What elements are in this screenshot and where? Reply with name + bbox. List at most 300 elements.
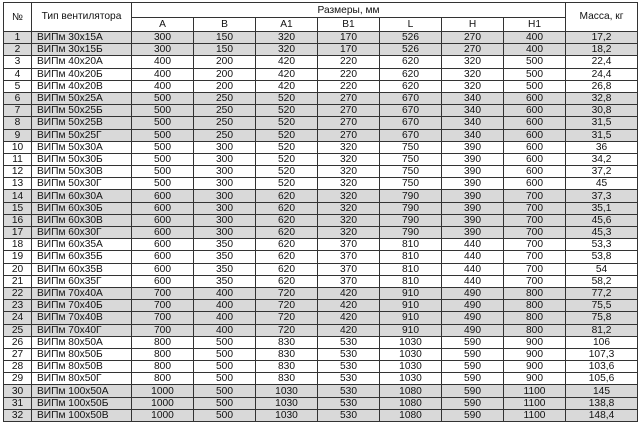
cell-a1: 830 (256, 336, 318, 348)
cell-number: 18 (4, 239, 32, 251)
table-row (4, 385, 638, 397)
table-row (4, 32, 638, 44)
cell-fan-type: ВИПм 50х30Б (32, 153, 132, 165)
cell-a: 600 (132, 251, 194, 263)
cell-mass: 53,3 (566, 239, 638, 251)
table-row (4, 397, 638, 409)
cell-b1: 530 (318, 397, 380, 409)
cell-h1: 800 (504, 300, 566, 312)
cell-h: 340 (442, 92, 504, 104)
table-row (4, 68, 638, 80)
cell-a: 600 (132, 275, 194, 287)
cell-a: 500 (132, 178, 194, 190)
cell-mass: 81,2 (566, 324, 638, 336)
cell-l: 670 (380, 129, 442, 141)
cell-l: 750 (380, 166, 442, 178)
cell-a1: 520 (256, 129, 318, 141)
cell-a1: 720 (256, 300, 318, 312)
cell-a1: 320 (256, 44, 318, 56)
cell-b1: 320 (318, 141, 380, 153)
cell-h1: 700 (504, 227, 566, 239)
cell-b1: 270 (318, 117, 380, 129)
table-row (4, 239, 638, 251)
cell-h1: 400 (504, 32, 566, 44)
cell-b: 400 (194, 300, 256, 312)
table-row (4, 361, 638, 373)
cell-h: 590 (442, 348, 504, 360)
cell-fan-type: ВИПм 100х50В (32, 409, 132, 421)
cell-h: 390 (442, 202, 504, 214)
cell-b1: 270 (318, 105, 380, 117)
cell-fan-type: ВИПм 30х15А (32, 32, 132, 44)
cell-b: 350 (194, 251, 256, 263)
cell-h1: 700 (504, 239, 566, 251)
table-row (4, 80, 638, 92)
cell-number: 8 (4, 117, 32, 129)
cell-b: 500 (194, 336, 256, 348)
cell-mass: 53,8 (566, 251, 638, 263)
table-row (4, 227, 638, 239)
cell-h1: 600 (504, 92, 566, 104)
cell-a: 600 (132, 263, 194, 275)
cell-l: 670 (380, 92, 442, 104)
header-sizes: Размеры, мм (132, 3, 566, 18)
cell-mass: 31,5 (566, 117, 638, 129)
cell-a: 600 (132, 202, 194, 214)
cell-fan-type: ВИПм 50х25Г (32, 129, 132, 141)
cell-mass: 45,6 (566, 214, 638, 226)
cell-fan-type: ВИПм 80х50В (32, 361, 132, 373)
cell-b1: 370 (318, 239, 380, 251)
cell-fan-type: ВИПм 60х35А (32, 239, 132, 251)
cell-mass: 17,2 (566, 32, 638, 44)
cell-a: 500 (132, 105, 194, 117)
cell-h: 390 (442, 190, 504, 202)
cell-h: 340 (442, 117, 504, 129)
cell-a: 800 (132, 348, 194, 360)
cell-a: 400 (132, 56, 194, 68)
cell-b1: 320 (318, 227, 380, 239)
cell-h1: 500 (504, 68, 566, 80)
cell-b: 150 (194, 32, 256, 44)
cell-fan-type: ВИПм 60х30А (32, 190, 132, 202)
cell-l: 670 (380, 117, 442, 129)
cell-h1: 700 (504, 214, 566, 226)
cell-a: 600 (132, 239, 194, 251)
cell-h1: 900 (504, 361, 566, 373)
cell-mass: 58,2 (566, 275, 638, 287)
cell-b: 350 (194, 263, 256, 275)
cell-b1: 370 (318, 263, 380, 275)
cell-h: 270 (442, 32, 504, 44)
cell-b: 200 (194, 68, 256, 80)
cell-b1: 530 (318, 336, 380, 348)
cell-a: 500 (132, 141, 194, 153)
cell-b1: 530 (318, 361, 380, 373)
cell-b1: 420 (318, 287, 380, 299)
cell-mass: 32,8 (566, 92, 638, 104)
cell-a1: 720 (256, 324, 318, 336)
cell-number: 11 (4, 153, 32, 165)
cell-a: 800 (132, 361, 194, 373)
cell-mass: 148,4 (566, 409, 638, 421)
table-row (4, 92, 638, 104)
cell-b: 300 (194, 141, 256, 153)
cell-fan-type: ВИПм 40х20Б (32, 68, 132, 80)
cell-number: 31 (4, 397, 32, 409)
cell-number: 26 (4, 336, 32, 348)
cell-h1: 600 (504, 141, 566, 153)
cell-b1: 220 (318, 80, 380, 92)
cell-fan-type: ВИПм 50х25Б (32, 105, 132, 117)
header-b: B (194, 18, 256, 32)
table-row (4, 287, 638, 299)
cell-a1: 320 (256, 32, 318, 44)
cell-fan-type: ВИПм 50х25А (32, 92, 132, 104)
cell-a1: 520 (256, 166, 318, 178)
cell-h1: 700 (504, 251, 566, 263)
cell-number: 7 (4, 105, 32, 117)
cell-h1: 600 (504, 153, 566, 165)
cell-b1: 420 (318, 300, 380, 312)
cell-number: 21 (4, 275, 32, 287)
cell-h: 390 (442, 166, 504, 178)
cell-a1: 720 (256, 287, 318, 299)
cell-b1: 270 (318, 129, 380, 141)
cell-a: 500 (132, 166, 194, 178)
table-row (4, 178, 638, 190)
header-number: № (4, 3, 32, 32)
cell-a1: 620 (256, 190, 318, 202)
cell-h1: 700 (504, 263, 566, 275)
cell-number: 15 (4, 202, 32, 214)
cell-a1: 830 (256, 348, 318, 360)
cell-h: 320 (442, 56, 504, 68)
cell-a1: 620 (256, 202, 318, 214)
cell-b: 300 (194, 153, 256, 165)
header-l: L (380, 18, 442, 32)
cell-mass: 35,1 (566, 202, 638, 214)
table-row (4, 105, 638, 117)
cell-number: 27 (4, 348, 32, 360)
cell-l: 1030 (380, 373, 442, 385)
cell-b: 500 (194, 348, 256, 360)
cell-h: 390 (442, 178, 504, 190)
cell-h: 340 (442, 129, 504, 141)
cell-a1: 520 (256, 153, 318, 165)
cell-h: 490 (442, 300, 504, 312)
cell-l: 810 (380, 263, 442, 275)
cell-h1: 900 (504, 348, 566, 360)
cell-mass: 37,2 (566, 166, 638, 178)
cell-b1: 170 (318, 44, 380, 56)
cell-l: 526 (380, 32, 442, 44)
cell-mass: 77,2 (566, 287, 638, 299)
cell-a1: 1030 (256, 397, 318, 409)
cell-h: 440 (442, 263, 504, 275)
table-row (4, 141, 638, 153)
table-row (4, 117, 638, 129)
cell-a1: 520 (256, 105, 318, 117)
cell-number: 19 (4, 251, 32, 263)
cell-number: 23 (4, 300, 32, 312)
cell-mass: 45,3 (566, 227, 638, 239)
cell-l: 1030 (380, 361, 442, 373)
cell-fan-type: ВИПм 60х30Б (32, 202, 132, 214)
table-row (4, 373, 638, 385)
cell-b: 400 (194, 324, 256, 336)
header-h: H (442, 18, 504, 32)
cell-h1: 900 (504, 373, 566, 385)
cell-mass: 138,8 (566, 397, 638, 409)
cell-a1: 520 (256, 117, 318, 129)
cell-l: 750 (380, 141, 442, 153)
cell-number: 1 (4, 32, 32, 44)
cell-mass: 31,5 (566, 129, 638, 141)
cell-h: 590 (442, 409, 504, 421)
cell-fan-type: ВИПм 70х40Б (32, 300, 132, 312)
cell-b1: 270 (318, 92, 380, 104)
cell-fan-type: ВИПм 50х30Г (32, 178, 132, 190)
cell-b: 500 (194, 397, 256, 409)
cell-fan-type: ВИПм 60х35Б (32, 251, 132, 263)
table-row (4, 409, 638, 421)
cell-h1: 1100 (504, 409, 566, 421)
cell-b: 500 (194, 385, 256, 397)
cell-h: 440 (442, 275, 504, 287)
cell-h: 390 (442, 141, 504, 153)
cell-l: 810 (380, 239, 442, 251)
cell-b: 150 (194, 44, 256, 56)
cell-a: 600 (132, 190, 194, 202)
cell-fan-type: ВИПм 70х40В (32, 312, 132, 324)
cell-b: 250 (194, 105, 256, 117)
cell-number: 22 (4, 287, 32, 299)
cell-l: 910 (380, 287, 442, 299)
cell-number: 32 (4, 409, 32, 421)
cell-number: 24 (4, 312, 32, 324)
cell-fan-type: ВИПм 80х50А (32, 336, 132, 348)
table-row (4, 336, 638, 348)
cell-h1: 900 (504, 336, 566, 348)
cell-h1: 700 (504, 275, 566, 287)
cell-number: 2 (4, 44, 32, 56)
cell-a1: 620 (256, 251, 318, 263)
cell-a1: 720 (256, 312, 318, 324)
fan-dimensions-table (3, 2, 638, 422)
table-row (4, 202, 638, 214)
cell-fan-type: ВИПм 80х50Г (32, 373, 132, 385)
cell-b: 500 (194, 361, 256, 373)
cell-l: 750 (380, 178, 442, 190)
cell-l: 810 (380, 275, 442, 287)
cell-mass: 18,2 (566, 44, 638, 56)
cell-a: 1000 (132, 409, 194, 421)
cell-b1: 320 (318, 202, 380, 214)
cell-mass: 45 (566, 178, 638, 190)
cell-l: 1080 (380, 409, 442, 421)
cell-l: 790 (380, 227, 442, 239)
cell-l: 790 (380, 202, 442, 214)
cell-a: 300 (132, 44, 194, 56)
cell-fan-type: ВИПм 60х35В (32, 263, 132, 275)
cell-b1: 420 (318, 324, 380, 336)
cell-h1: 700 (504, 202, 566, 214)
table-row (4, 263, 638, 275)
cell-mass: 145 (566, 385, 638, 397)
cell-number: 16 (4, 214, 32, 226)
cell-h: 490 (442, 324, 504, 336)
cell-number: 17 (4, 227, 32, 239)
cell-h: 320 (442, 80, 504, 92)
cell-b: 300 (194, 190, 256, 202)
cell-l: 1030 (380, 348, 442, 360)
cell-a: 600 (132, 214, 194, 226)
cell-a: 700 (132, 312, 194, 324)
cell-h1: 1100 (504, 385, 566, 397)
cell-fan-type: ВИПм 50х30А (32, 141, 132, 153)
cell-a: 700 (132, 300, 194, 312)
cell-number: 28 (4, 361, 32, 373)
cell-h1: 700 (504, 190, 566, 202)
cell-b1: 320 (318, 190, 380, 202)
cell-l: 670 (380, 105, 442, 117)
cell-fan-type: ВИПм 60х30В (32, 214, 132, 226)
cell-b1: 370 (318, 251, 380, 263)
cell-h1: 800 (504, 324, 566, 336)
cell-h1: 400 (504, 44, 566, 56)
cell-l: 620 (380, 80, 442, 92)
cell-l: 910 (380, 312, 442, 324)
cell-l: 1080 (380, 397, 442, 409)
cell-mass: 37,3 (566, 190, 638, 202)
cell-l: 620 (380, 56, 442, 68)
cell-b1: 220 (318, 68, 380, 80)
cell-h: 590 (442, 385, 504, 397)
cell-number: 6 (4, 92, 32, 104)
cell-b1: 370 (318, 275, 380, 287)
cell-a: 500 (132, 92, 194, 104)
cell-h: 590 (442, 373, 504, 385)
cell-a: 700 (132, 324, 194, 336)
cell-h: 490 (442, 287, 504, 299)
cell-fan-type: ВИПм 60х35Г (32, 275, 132, 287)
cell-b1: 220 (318, 56, 380, 68)
cell-h: 270 (442, 44, 504, 56)
header-b1: B1 (318, 18, 380, 32)
cell-b1: 320 (318, 214, 380, 226)
cell-number: 29 (4, 373, 32, 385)
cell-b: 300 (194, 178, 256, 190)
cell-h: 320 (442, 68, 504, 80)
cell-a1: 420 (256, 56, 318, 68)
cell-b: 400 (194, 287, 256, 299)
table-row (4, 300, 638, 312)
cell-h1: 600 (504, 129, 566, 141)
cell-a1: 520 (256, 92, 318, 104)
cell-number: 30 (4, 385, 32, 397)
cell-a: 400 (132, 68, 194, 80)
cell-h: 390 (442, 153, 504, 165)
cell-h1: 500 (504, 56, 566, 68)
cell-b: 350 (194, 239, 256, 251)
cell-fan-type: ВИПм 50х30В (32, 166, 132, 178)
header-mass: Масса, кг (566, 3, 638, 32)
cell-b: 200 (194, 80, 256, 92)
cell-a1: 420 (256, 80, 318, 92)
cell-h: 590 (442, 336, 504, 348)
cell-number: 20 (4, 263, 32, 275)
table-row (4, 251, 638, 263)
table-row (4, 44, 638, 56)
cell-a1: 830 (256, 373, 318, 385)
cell-h: 390 (442, 227, 504, 239)
table-row (4, 56, 638, 68)
cell-mass: 75,5 (566, 300, 638, 312)
cell-h1: 800 (504, 312, 566, 324)
table-row (4, 129, 638, 141)
cell-a: 700 (132, 287, 194, 299)
cell-a: 400 (132, 80, 194, 92)
cell-number: 5 (4, 80, 32, 92)
cell-b: 300 (194, 214, 256, 226)
cell-b1: 420 (318, 312, 380, 324)
header-fan-type: Тип вентилятора (32, 3, 132, 32)
cell-number: 25 (4, 324, 32, 336)
cell-a: 800 (132, 336, 194, 348)
cell-b: 200 (194, 56, 256, 68)
cell-l: 790 (380, 190, 442, 202)
cell-b: 500 (194, 409, 256, 421)
cell-fan-type: ВИПм 40х20А (32, 56, 132, 68)
cell-b1: 320 (318, 166, 380, 178)
cell-h1: 800 (504, 287, 566, 299)
cell-b: 500 (194, 373, 256, 385)
cell-b: 400 (194, 312, 256, 324)
cell-number: 13 (4, 178, 32, 190)
header-a: A (132, 18, 194, 32)
cell-h: 590 (442, 361, 504, 373)
cell-number: 4 (4, 68, 32, 80)
cell-mass: 107,3 (566, 348, 638, 360)
cell-a1: 620 (256, 227, 318, 239)
table-row (4, 214, 638, 226)
header-a1: A1 (256, 18, 318, 32)
cell-l: 750 (380, 153, 442, 165)
cell-a1: 830 (256, 361, 318, 373)
cell-fan-type: ВИПм 100х50А (32, 385, 132, 397)
table-row (4, 190, 638, 202)
cell-b: 250 (194, 92, 256, 104)
cell-mass: 36 (566, 141, 638, 153)
cell-l: 526 (380, 44, 442, 56)
cell-h: 440 (442, 239, 504, 251)
table-row (4, 312, 638, 324)
table-row (4, 153, 638, 165)
cell-a: 500 (132, 129, 194, 141)
cell-l: 790 (380, 214, 442, 226)
cell-h1: 600 (504, 178, 566, 190)
cell-fan-type: ВИПм 100х50Б (32, 397, 132, 409)
cell-h: 590 (442, 397, 504, 409)
cell-b1: 530 (318, 409, 380, 421)
cell-fan-type: ВИПм 50х25В (32, 117, 132, 129)
cell-b: 350 (194, 275, 256, 287)
cell-h1: 600 (504, 166, 566, 178)
cell-a: 1000 (132, 397, 194, 409)
cell-mass: 105,6 (566, 373, 638, 385)
cell-l: 810 (380, 251, 442, 263)
